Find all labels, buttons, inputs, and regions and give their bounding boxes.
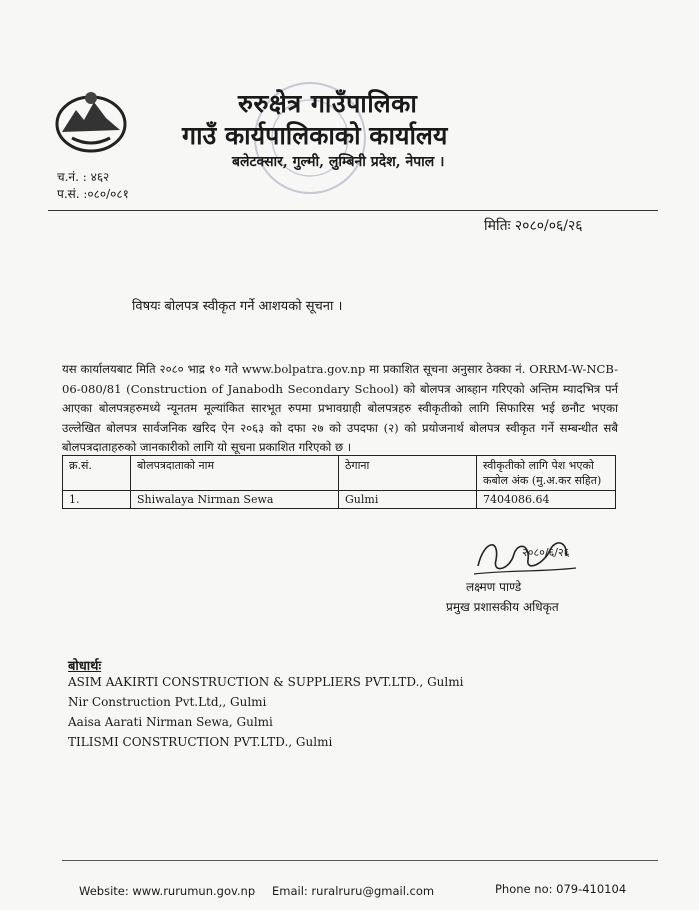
bid-table	[62, 455, 616, 509]
signatory-name: लक्ष्मण पाण्डे	[466, 580, 522, 594]
col-serial: क्र.सं.	[63, 456, 131, 491]
office-subtitle: गाउँ कार्यपालिकाको कार्यालय	[182, 121, 448, 150]
office-name: रुरुक्षेत्र गाउँपालिका	[238, 89, 418, 118]
notice-body: यस कार्यालयबाट मिति २०८० भाद्र १० गते www.bolpatra.gov.np मा प्रकाशित सूचना अनुसार ठेक्का नं. ORRM-W-NCB-06-080/81 (Construction of Janabodh Secondary School) को बोलपत्र आब्हान गरिएको अन्तिम म्यादभित्र पर्न आएका बोलपत्रहरुमध्ये न्यूनतम मूल्यांकित सारभूत रुपमा प्रभावग्राही बोलपत्रहरु स्वीकृतीको लागि सिफारिस भई छनौट भएका उल्लेखित बोलपत्र सार्वजनिक खरिद ऐन २०६३ को दफा २७ को उपदफा (२) को प्रयोजनार्थ बोलपत्र स्वीकृत गर्ने सम्बन्धीत सबै बोलपत्रदाताहरुको जानकारीको लागि यो सूचना प्रकाशित गरिएको छ ।	[62, 362, 618, 455]
signature-date: २०८०/६/२६	[522, 546, 570, 559]
header-divider	[48, 210, 658, 211]
notice-date: मितिः २०८०/०६/२६	[484, 218, 583, 234]
list-item: Nir Construction Pvt.Ltd,, Gulmi	[68, 695, 267, 709]
col-address: ठेगाना	[339, 456, 477, 491]
cell-address: Gulmi	[339, 491, 477, 509]
fiscal-year: प.सं. :०८०/०८१	[57, 187, 129, 201]
cc-list	[68, 672, 463, 752]
footer-divider	[62, 860, 658, 861]
cc-heading: बोधार्थः	[68, 659, 102, 674]
nepal-emblem-icon	[52, 88, 130, 154]
footer-phone: Phone no: 079-410104	[495, 882, 627, 896]
footer-email: Email: ruralruru@gmail.com	[272, 884, 435, 898]
list-item: TILISMI CONSTRUCTION PVT.LTD., Gulmi	[68, 735, 333, 749]
office-address: बलेटक्सार, गुल्मी, लुम्बिनी प्रदेश, नेपाल ।	[232, 154, 445, 170]
notice-subject: विषयः बोलपत्र स्वीकृत गर्ने आशयको सूचना ।	[132, 299, 343, 314]
cell-bid-amount: 7404086.64	[477, 491, 616, 509]
col-bidder-name: बोलपत्रदाताको नाम	[131, 456, 339, 491]
col-bid-amount: स्वीकृतीको लागि पेश भएको कबोल अंक (मु.अ.कर सहित)	[477, 456, 616, 491]
list-item: Aaisa Aarati Nirman Sewa, Gulmi	[68, 715, 273, 729]
list-item: ASIM AAKIRTI CONSTRUCTION & SUPPLIERS PVT.LTD., Gulmi	[68, 675, 464, 689]
table-header-row	[63, 456, 616, 491]
signature-scribble	[470, 530, 580, 580]
signatory-title: प्रमुख प्रशासकीय अधिकृत	[446, 600, 559, 614]
cell-bidder-name: Shiwalaya Nirman Sewa	[131, 491, 339, 509]
reference-number: च.नं. : ४६२	[57, 170, 110, 184]
cell-serial: 1.	[63, 491, 131, 509]
table-row	[63, 491, 616, 509]
footer-website: Website: www.rurumun.gov.np	[79, 884, 256, 898]
